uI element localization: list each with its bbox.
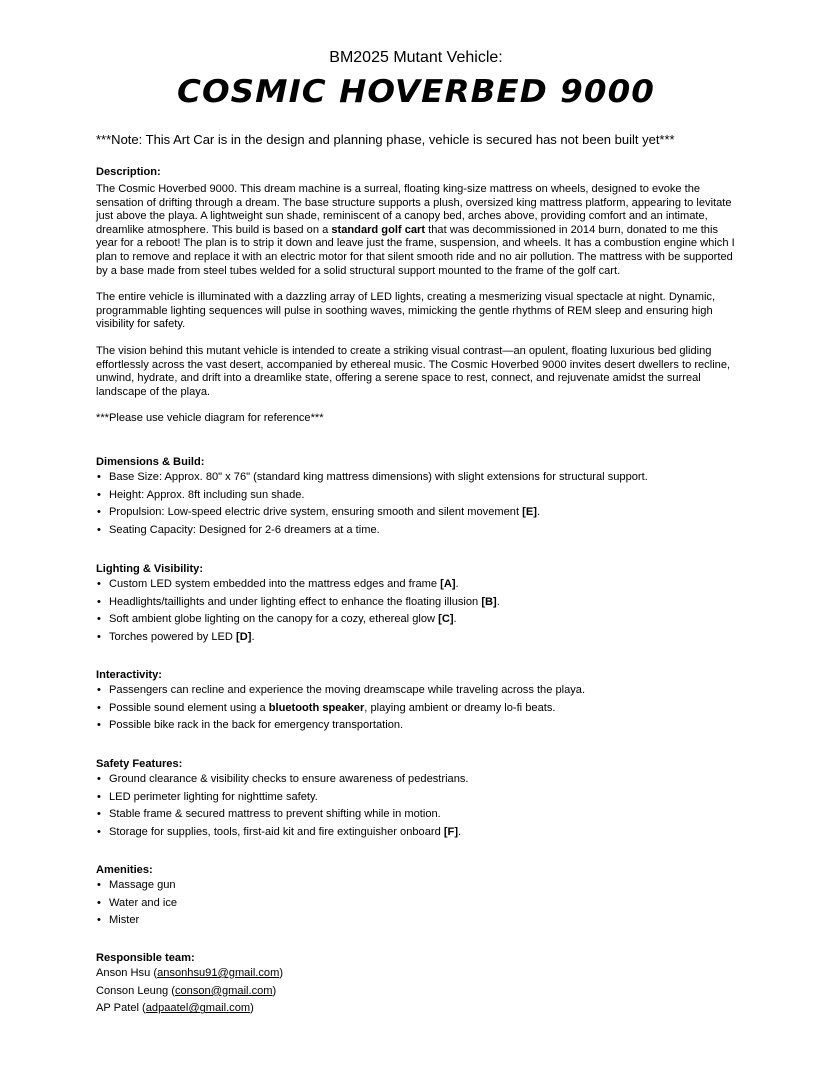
diagram-tag: [D] xyxy=(236,631,252,644)
description-p1-text-b: that was decommissioned in 2014 burn, donated to me this year for a reboot! The plan is to strip it down and leave just the frame, suspension, and wheels. It has a combustion engine which I plan to remove and replace it with an electric motor for that silent smooth ride and no air pollution. The mattress with be supported by a base made from steel tubes welded for a solid structural support mounted to the frame of the golf cart. xyxy=(96,223,735,277)
dimensions-item: • Propulsion: Low-speed electric drive system, ensuring smooth and silent movement [E]. xyxy=(96,504,736,522)
interactivity-item: • Possible bike rack in the back for emergency transportation. xyxy=(96,717,736,735)
lighting-item-text: Headlights/taillights and under lighting effect to enhance the floating illusion xyxy=(109,595,482,608)
diagram-tag: [E] xyxy=(522,506,537,519)
description-section xyxy=(96,165,736,426)
diagram-reference-note: ***Please use vehicle diagram for reference*** xyxy=(96,412,324,425)
member-email-link[interactable]: ansonhsu91@gmail.com xyxy=(157,967,280,979)
lighting-heading: Lighting & Visibility: xyxy=(96,563,204,575)
amenities-list xyxy=(96,877,736,930)
team-member: Conson Leung (conson@gmail.com) xyxy=(96,984,277,997)
dimensions-item xyxy=(96,487,736,505)
dimensions-section xyxy=(96,455,736,540)
safety-item: • Storage for supplies, tools, first-aid kit and fire extinguisher onboard [F]. xyxy=(96,824,736,842)
diagram-tag: [F] xyxy=(443,826,459,839)
lighting-section xyxy=(96,562,736,647)
member-email-link[interactable]: conson@gmail.com xyxy=(174,984,273,997)
description-paragraph-1 xyxy=(96,183,736,278)
document-title: COSMIC HOVERBED 9000 xyxy=(177,74,655,110)
planning-note: ***Note: This Art Car is in the design and planning phase, vehicle is secured has not been built yet*** xyxy=(96,132,675,147)
interactivity-section xyxy=(96,668,736,735)
bluetooth-speaker-emphasis: bluetooth speaker xyxy=(268,701,365,714)
safety-item-text: LED perimeter lighting for nighttime safety. xyxy=(109,790,318,803)
amenity-item: • Water and ice xyxy=(96,895,736,913)
lighting-item-text: Soft ambient globe lighting on the canopy for a cozy, ethereal glow xyxy=(109,613,439,626)
safety-item xyxy=(96,789,736,807)
team-member: AP Patel (adpaatel@gmail.com) xyxy=(96,1002,254,1015)
safety-item-text: Ground clearance & visibility checks to ensure awareness of pedestrians. xyxy=(109,773,469,785)
member-name: Conson Leung xyxy=(96,984,169,997)
interactivity-item: • Passengers can recline and experience the moving dreamscape while traveling across the playa. xyxy=(96,682,736,700)
dimensions-item-text: Seating Capacity: Designed for 2-6 dreamers at a time. xyxy=(109,524,380,537)
safety-heading: Safety Features: xyxy=(96,758,183,770)
safety-item-text: Stable frame & secured mattress to prevent shifting while in motion. xyxy=(109,808,441,821)
interactivity-item-text: , playing ambient or dreamy lo-fi beats. xyxy=(364,701,556,714)
dimensions-item xyxy=(96,522,736,540)
description-paragraph-3: The vision behind this mutant vehicle is intended to create a striking visual contrast—an opulent, floating luxurious bed gliding effortlessly across the vast desert, accompanied by ethereal music. The Cosmic Hoverbed 9000 invites desert dwellers to recline, unwind, hydrate, and drift into a dreamlike state, offering a serene space to rest, connect, and rejuvenate amidst the surreal landscape of the playa. xyxy=(96,344,731,398)
team-section xyxy=(96,951,736,1018)
description-paragraph-2: The entire vehicle is illuminated with a dazzling array of LED lights, creating a mesmerizing visual spectacle at night. Dynamic, programmable lighting sequences will pulse in soothing waves, mimicking the gentle rhythms of REM sleep and ensuring high visibility for safety. xyxy=(96,291,716,331)
lighting-item: • Torches powered by LED [D]. xyxy=(96,629,736,647)
member-name: Anson Hsu xyxy=(96,967,151,979)
amenity-item: • Massage gun xyxy=(96,877,736,895)
lighting-item-text: Custom LED system embedded into the mattress edges and frame xyxy=(109,578,441,590)
interactivity-item xyxy=(96,700,736,718)
interactivity-list xyxy=(96,682,736,735)
dimensions-list xyxy=(96,469,736,540)
description-p1-text-a: The Cosmic Hoverbed 9000. This dream machine is a surreal, floating king-size mattress on wheels, designed to evoke the sensation of drifting through a dream. The base structure supports a plush, oversized king mattress platform, appearing to levitate just above the playa. A lightweight sun shade, reminiscent of a canopy bed, arches above, providing comfort and an intimate, dreamlike atmosphere. This build is based on a xyxy=(96,183,732,236)
description-heading: Description: xyxy=(96,166,161,178)
dimensions-item-text: Propulsion: Low-speed electric drive system, ensuring smooth and silent movement xyxy=(109,506,523,519)
diagram-tag: [C] xyxy=(438,613,454,626)
member-name: AP Patel xyxy=(96,1002,139,1015)
diagram-tag: [A] xyxy=(440,578,456,590)
golf-cart-emphasis: standard golf cart xyxy=(331,223,426,236)
lighting-item: • Headlights/taillights and under lighting effect to enhance the floating illusion [B]. xyxy=(96,594,736,612)
document-supertitle: BM2025 Mutant Vehicle: xyxy=(329,49,503,66)
safety-item xyxy=(96,771,736,789)
safety-section xyxy=(96,757,736,842)
team-member: Anson Hsu (ansonhsu91@gmail.com) xyxy=(96,967,284,979)
dimensions-heading: Dimensions & Build: xyxy=(96,456,205,468)
safety-item xyxy=(96,806,736,824)
lighting-item: • Soft ambient globe lighting on the canopy for a cozy, ethereal glow [C]. xyxy=(96,611,736,629)
dimensions-item xyxy=(96,469,736,487)
safety-item-text: Storage for supplies, tools, first-aid kit and fire extinguisher onboard xyxy=(109,826,444,839)
interactivity-heading: Interactivity: xyxy=(96,669,162,681)
dimensions-item-text: Base Size: Approx. 80" x 76" (standard king mattress dimensions) with slight extensions for structural support. xyxy=(109,471,648,483)
lighting-item-text: Torches powered by LED xyxy=(109,631,237,644)
lighting-list xyxy=(96,576,736,647)
amenities-section xyxy=(96,863,736,930)
dimensions-item-text: Height: Approx. 8ft including sun shade. xyxy=(109,488,305,501)
interactivity-item-text: Possible sound element using a xyxy=(109,701,269,714)
amenity-item: • Mister xyxy=(96,912,736,930)
diagram-tag: [B] xyxy=(481,595,497,608)
member-email-link[interactable]: adpaatel@gmail.com xyxy=(145,1002,251,1015)
lighting-item: • Custom LED system embedded into the mattress edges and frame [A]. xyxy=(96,576,736,594)
safety-list xyxy=(96,771,736,842)
team-heading: Responsible team: xyxy=(96,952,195,964)
amenities-heading: Amenities: xyxy=(96,864,153,876)
